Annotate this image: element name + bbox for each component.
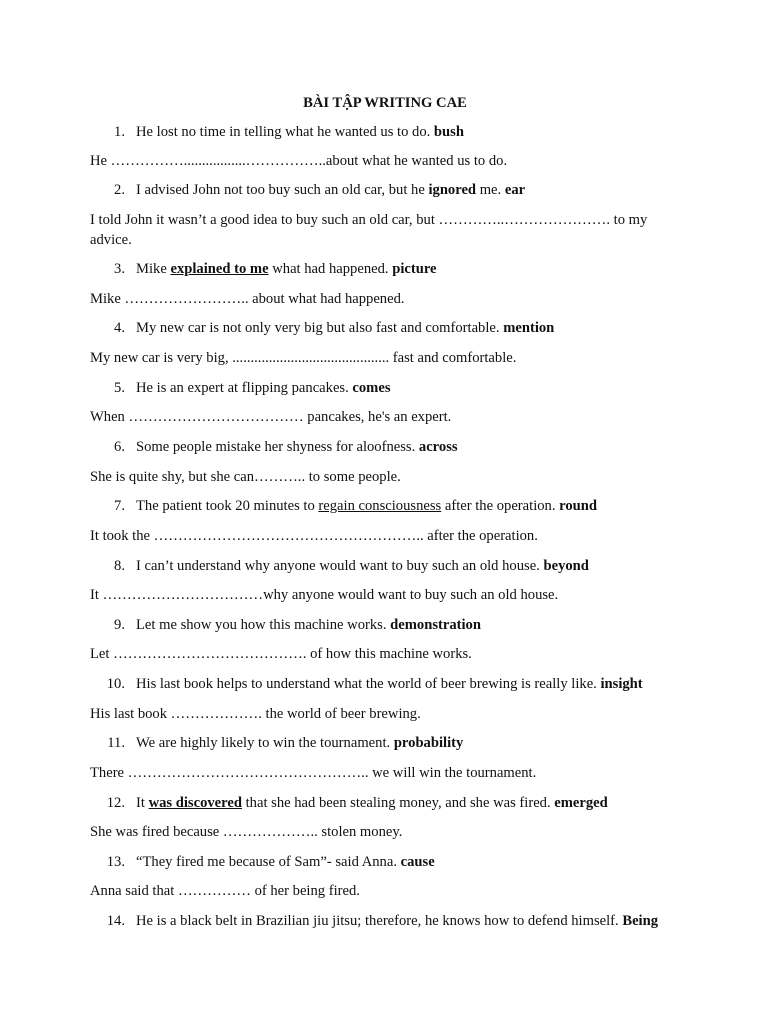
- question-number: 5.: [114, 380, 125, 396]
- question-text: It was discovered that she had been stealing money, and she was fired. emerged: [136, 795, 608, 811]
- question-text: Let me show you how this machine works. demonstration: [136, 617, 481, 633]
- question-text: Some people mistake her shyness for aloofness. across: [136, 439, 458, 455]
- keyword: beyond: [543, 558, 589, 574]
- keyword: mention: [503, 320, 555, 336]
- question-number: 8.: [114, 558, 125, 574]
- answer-line-12: She was fired because ……………….. stolen money.: [90, 824, 403, 840]
- answer-line-7: It took the ……………………………………………….. after the operation.: [90, 528, 538, 544]
- answer-line-10: His last book ………………. the world of beer brewing.: [90, 706, 421, 722]
- keyword: cause: [400, 854, 435, 870]
- question-text: His last book helps to understand what the world of beer brewing is really like. insight: [136, 676, 643, 692]
- question-text: “They fired me because of Sam”- said Anna. cause: [136, 854, 435, 870]
- answer-line-4: My new car is very big, ........................................... fast and comfortable.: [90, 350, 517, 366]
- answer-line-11: There ………………………………………….. we will win the tournament.: [90, 765, 537, 781]
- question-number: 14.: [106, 913, 125, 929]
- keyword: round: [559, 498, 598, 514]
- answer-line-13: Anna said that …………… of her being fired.: [90, 883, 360, 899]
- question-text: He is a black belt in Brazilian jiu jitsu; therefore, he knows how to defend himself. Being: [136, 913, 659, 929]
- question-text: My new car is not only very big but also fast and comfortable. mention: [136, 320, 555, 336]
- question-number: 3.: [114, 261, 125, 277]
- question-text: We are highly likely to win the tournament. probability: [136, 735, 464, 751]
- question-number: 11.: [107, 735, 125, 751]
- keyword: bush: [433, 124, 464, 140]
- keyword: ear: [504, 182, 526, 198]
- question-number: 10.: [106, 676, 125, 692]
- answer-line-2: I told John it wasn’t a good idea to buy such an old car, but …………..…………………. to my advice.: [90, 212, 648, 248]
- question-text: He lost no time in telling what he wanted us to do. bush: [136, 124, 464, 140]
- answer-line-9: Let …………………………………. of how this machine works.: [90, 646, 472, 662]
- question-number: 7.: [114, 498, 125, 514]
- answer-line-5: When ……………………………… pancakes, he's an expert.: [90, 409, 452, 425]
- question-number: 6.: [114, 439, 125, 455]
- question-number: 12.: [106, 795, 125, 811]
- worksheet-title: BÀI TẬP WRITING CAE: [303, 95, 467, 111]
- answer-line-1: He …………….................……………..about what he wanted us to do.: [90, 153, 508, 169]
- question-number: 13.: [106, 854, 125, 870]
- question-text: He is an expert at flipping pancakes. comes: [136, 380, 391, 396]
- answer-line-8: It ……………………………why anyone would want to buy such an old house.: [90, 587, 559, 603]
- keyword: demonstration: [390, 617, 481, 633]
- question-number: 2.: [114, 182, 125, 198]
- question-text: The patient took 20 minutes to regain consciousness after the operation. round: [136, 498, 598, 514]
- keyword: across: [418, 439, 458, 455]
- question-text: Mike explained to me what had happened. picture: [136, 261, 437, 277]
- keyword: probability: [393, 735, 464, 751]
- answer-line-6: She is quite shy, but she can……….. to some people.: [90, 469, 401, 485]
- keyword: comes: [352, 380, 391, 396]
- question-text: I can’t understand why anyone would want to buy such an old house. beyond: [136, 558, 589, 574]
- question-number: 1.: [114, 124, 125, 140]
- keyword: Being: [622, 913, 659, 929]
- keyword: picture: [392, 261, 437, 277]
- keyword: insight: [600, 676, 643, 692]
- keyword: emerged: [554, 795, 608, 811]
- question-number: 4.: [114, 320, 125, 336]
- question-text: I advised John not too buy such an old car, but he ignored me. ear: [136, 182, 526, 198]
- answer-line-3: Mike …………………….. about what had happened.: [90, 291, 405, 307]
- question-number: 9.: [114, 617, 125, 633]
